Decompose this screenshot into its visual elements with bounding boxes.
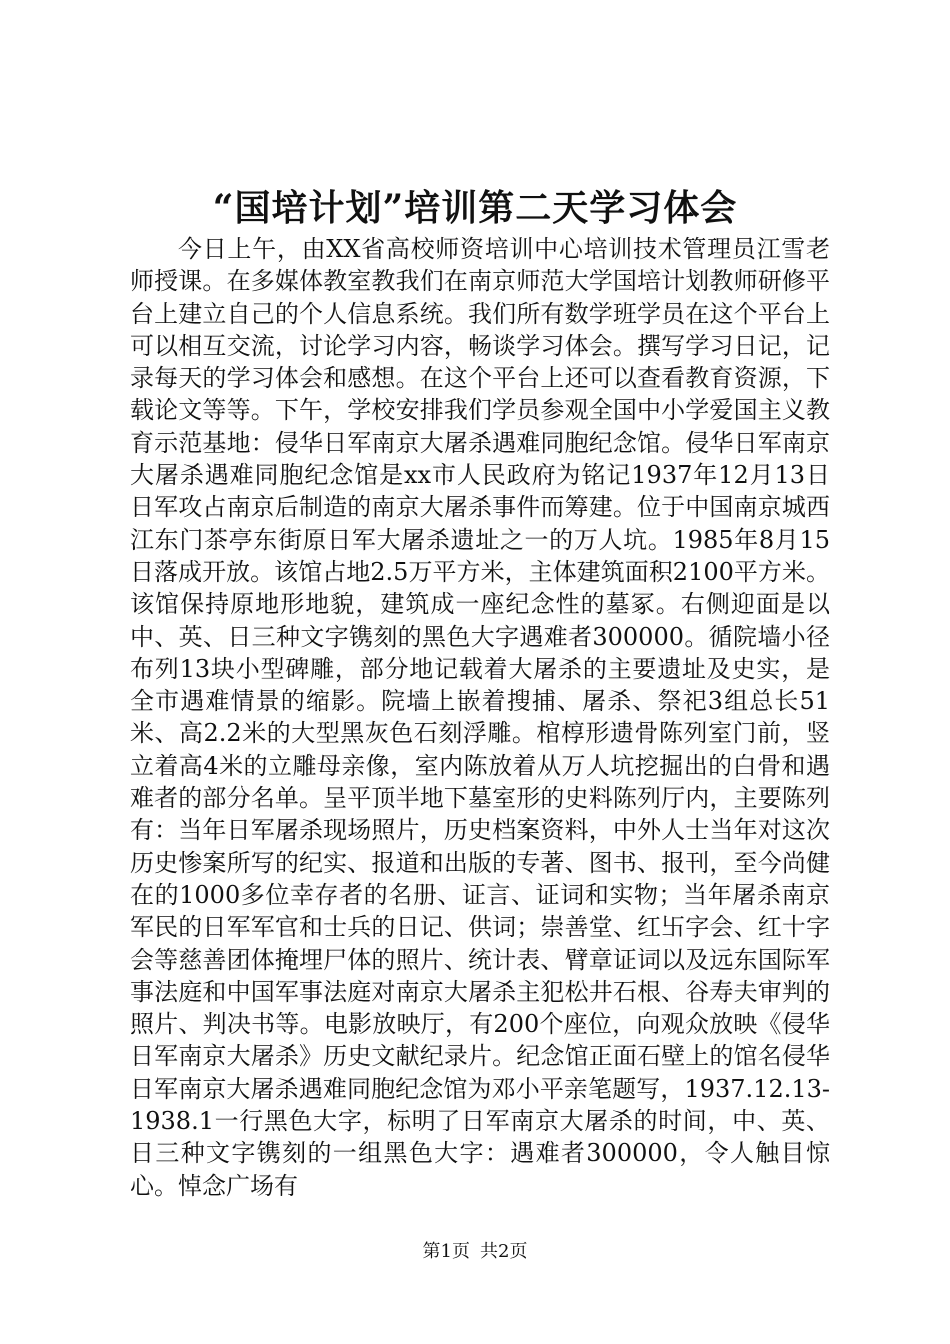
page-number-total: 共2页 [480, 1241, 528, 1262]
document-title: “国培计划”培训第二天学习体会 [212, 187, 738, 229]
document-body-paragraph: 今日上午，由XX省高校师资培训中心培训技术管理员江雪老师授课。在多媒体教室教我们在南京师范大学国培计划教师研修平台上建立自己的个人信息系统。我们所有数学班学员在这个平台上可以相互交流，讨论学习内容，畅谈学习体会。撰写学习日记，记录每天的学习体会和感想。在这个平台上还可以查看教育资源，下载论文等等。下午，学校安排我们学员参观全国中小学爱国主义教育示范基地：侵华日军南京大屠杀遇难同胞纪念馆。侵华日军南京大屠杀遇难同胞纪念馆是xx市人民政府为铭记1937年12月13日日军攻占南京后制造的南京大屠杀事件而筹建。位于中国南京城西江东门茶亭东街原日军大屠杀遗址之一的万人坑。1985年8月15日落成开放。该馆占地2.5万平方米，主体建筑面积2100平方米。该馆保持原地形地貌，建筑成一座纪念性的墓冢。右侧迎面是以中、英、日三种文字镌刻的黑色大字遇难者300000。循院墙小径布列13块小型碑雕，部分地记载着大屠杀的主要遗址及史实，是全市遇难情景的缩影。院墙上嵌着搜捕、屠杀、祭祀3组总长51米、高2.2米的大型黑灰色石刻浮雕。棺椁形遗骨陈列室门前，竖立着高4米的立雕母亲像，室内陈放着从万人坑挖掘出的白骨和遇难者的部分名单。呈平顶半地下墓室形的史料陈列厅内，主要陈列有：当年日军屠杀现场照片，历史档案资料，中外人士当年对这次历史惨案所写的纪实、报道和出版的专著、图书、报刊，至今尚健在的1000多位幸存者的名册、证言、证词和实物；当年屠杀南京军民的日军军官和士兵的日记、供词；崇善堂、红卐字会、红十字会等慈善团体掩埋尸体的照片、统计表、臂章证词以及远东国际军事法庭和中国军事法庭对南京大屠杀主犯松井石根、谷寿夫审判的照片、判决书等。电影放映厅，有200个座位，向观众放映《侵华日军南京大屠杀》历史文献纪录片。纪念馆正面石壁上的馆名侵华日军南京大屠杀遇难同胞纪念馆为邓小平亲笔题写，1937.12.13-1938.1一行黑色大字，标明了日军南京大屠杀的时间，中、英、日三种文字镌刻的一组黑色大字：遇难者300000，令人触目惊心。悼念广场有 [130, 235, 830, 1200]
page-footer [0, 1240, 950, 1264]
page-number-current: 第1页 [422, 1241, 470, 1262]
